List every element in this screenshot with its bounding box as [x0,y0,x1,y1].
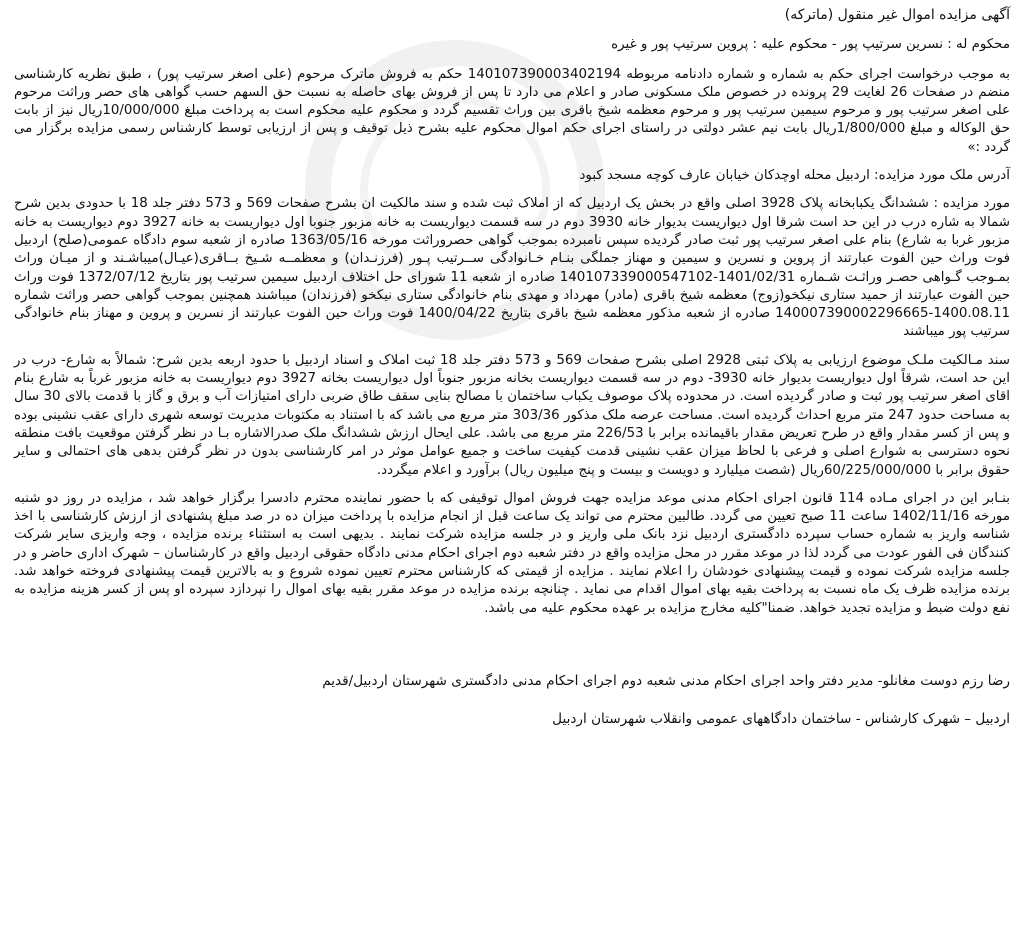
auction-terms-paragraph: بنـابر این در اجرای مـاده 114 قانون اجرای احکام مدنی موعد مزایده جهت فروش اموال توقیفی که با حضور نماینده محترم دادسرا برگزار خواهد شد ، مزایده در روز دو شنبه مورخه 1402/11/16 ساعت 11 صبح تعیین می گردد. طالبین محترم می تواند یک ساعت قبل از انجام مزایده با پرداخت میزان ده در صد مبلغ پشنهادی از ارزش کارشناسی با اخذ شناسه واریز به شماره حساب سپرده دادگستری اردبیل نزد بانک ملی واریز و در جلسه مزایده شرکت نمایند . بدیهی است به استثناء برنده مزایده ، وجه واریزی سایر شرکت کنندگان فی الفور عودت می گردد لذا در موعد مقرر در محل مزایده واقع در دفتر شعبه دوم اجرای احکام مدنی دادگاه حقوقی اردبیل واقع در کارشناسان – شهرک اداری حاضر و در جلسه مزایده شرکت نموده و قیمت پیشنهادی خودشان را اعلام نمایند . مزایده از قیمتی که کارشناس محترم تعیین نموده شروع و به بالاترین قیمت پیشنهادی فروخته خواهد شد. برنده مزایده ظرف یک ماه نسبت به پرداخت بقیه بهای اموال اقدام می نماید . چنانچه برنده مزایده در موعد مقرر بقیه بهای اموال را نپردازد سپرده او پس از کسر هزینه مزایده به نفع دولت ضبط و مزایده تجدید خواهد. ضمنا"کلیه مخارج مزایده بر عهده محکوم علیه می باشد. [14,490,1010,616]
office-address: اردبیل – شهرک کارشناس - ساختمان دادگاههای عمومی وانقلاب شهرستان اردبیل [552,711,1010,728]
deed-paragraph: سند مـالکیت ملـک موضوع ارزیابی به پلاک ثبتی 2928 اصلی بشرح صفحات 569 و 573 دفتر جلد 18 ثبت املاک و اسناد اردبیل با حدود اربعه بدین شرح: شمالاً به شارع- درب در این حد است، شرقاً اول دیواریست بدیوار خانه 3930- دوم در سه قسمت دیواریست بخانه مزبور جنوباً اول دیواریست بخانه 3927 دوم دیواریست به خانه مزبور غرباً به شارع بنام اقای اصغر سرتیب پور ثبت و صادر گردیده است. در محدوده پلاک موصوف یکباب ساختمان با مصالح بنایی سقف طاق ضربی دارای امتیازات آب و برق و گاز با قدمت بالای 30 سال به مساحت حدود 247 متر مربع احداث گردیده است. مساحت عرصه ملک مذکور 303/36 متر مربع می باشد که با استناد به مکتوبات مدیریت توسعه شهری دارای عقب نشینی بوده و پس از کسر مقدار واقع در طرح تعریض مقدار باقیمانده برابر با 226/53 متر مربع می باشد. علی ایحال ارزش ششدانگ ملک صدرالاشاره بـا در نظر گرفتن موقعیت بافت منطقه نحوه دسترسی به شوارع اصلی و فرعی با لحاظ میزان عقب نشینی قدمت کیفیت ساخت و جمیع عوامل موثر در امر کارشناسی بدون در نظر گرفتن بدهی های احتمالی و سایر حقوق برابر با 60/225/000/000ریال (شصت میلیارد و دویست و بیست و پنج میلیون ریال) برآورد و اعلام میگردد. [14,352,1010,478]
signature-spacer [14,628,1010,672]
signature-line: رضا رزم دوست مغانلو- مدیر دفتر واحد اجرای احکام مدنی شعبه دوم اجرای احکام مدنی دادگستری شهرستان اردبیل/قدیم [322,672,1010,689]
intro-paragraph: به موجب درخواست اجرای حکم به شماره و شماره دادنامه مربوطه 140107390003402194 حکم به فروش ماترک مرحوم (علی اصغر سرتیب پور) ، طبق نظریه کارشناسی منضم در صفحات 26 لغایت 29 پرونده در خصوص ملک مسکونی صادر و اعلام می دارد تا پس از فروش بهای حاصله به نسبت حق السهم حسب گواهی های حصر وراثت مرحوم علی اصغر سرتیب پور و مرحوم سیمین سرتیب پور و مرحوم معظمه شیخ باقری بین وراث تقسیم گردد و محکوم علیه محکوم است به پرداخت مبلغ 10/000/000ریال نیز از بابت حق الوکاله و مبلغ 1/800/000ریال بابت نیم عشر دولتی در راستای اجرای حکم اموال محکوم علیه بشرح ذیل توقیف و پس از ارزیابی توسط کارشناس رسمی مزایده برگزار می گردد :» [14,66,1010,155]
property-address: آدرس ملک مورد مزایده: اردبیل محله اوچدکان خیابان عارف کوچه مسجد کبود [579,168,1010,184]
parties-line: محکوم له : نسرین سرتیپ پور - محکوم علیه : پروین سرتیپ پور و غیره [611,37,1010,53]
notice-title: آگهی مزایده اموال غیر منقول (ماترکه) [784,7,1010,23]
auction-subject-paragraph: مورد مزایده : ششدانگ یکبابخانه پلاک 3928 اصلی واقع در بخش یک اردبیل که از املاک ثبت شده و سند مالکیت ان بشرح صفحات 569 و 573 دفتر جلد 18 با حدودی بدین شرح شمالا به شاره درب در این حد است شرقا اول دیواریست بدیوار خانه 3930 دوم در سه قسمت دیواریست به خانه مزبور جنوبا اول دیواریست به خانه 3927 دوم دیواریست به خانه مزبور غربا به شارع) بنام علی اصغر سرتیب پور ثبت صادر گردیده سپس نامبرده بموجب گواهی حصروراثت مورخه 1363/05/16 صادره از شعبه سوم دادگاه عمومی(صلح) اردبیل فوت وراث حین الفوت عبارتند از پروین و نسرین و سیمین و مهناز جملگی بنـام خـانوادگی ســرتیب پـور (فرزنـدان) و معظمــه شـیخ بــاقری(عیـال)میباشـند و از میـان وراث بمـوجب گـواهی حصـر وراثـت شـماره 1401/02/31-140107339000547102 صادره از شعبه 11 شورای حل اختلاف اردبیل سیمین سرتیب پور بتاریخ 1372/07/12 فوت وراث حین الفوت عبارتند از حمید ستاری نیکخو(زوج) معظمه شیخ باقری (مادر) مهرداد و مهدی بنام خانوادگی ستاری نیکخو (فرزندان) میباشند همچنین بموجب گواهی حصر وراثت شماره 1400.08.11-140007390002296665 صادره از شعبه مذکور معظمه شیخ باقری بتاریخ 1400/04/22 فوت وراث حین الفوت عبارتند از نسرین و پروین و مهناز بنام خانوادگی سرتیب پور میباشند [14,196,1011,340]
